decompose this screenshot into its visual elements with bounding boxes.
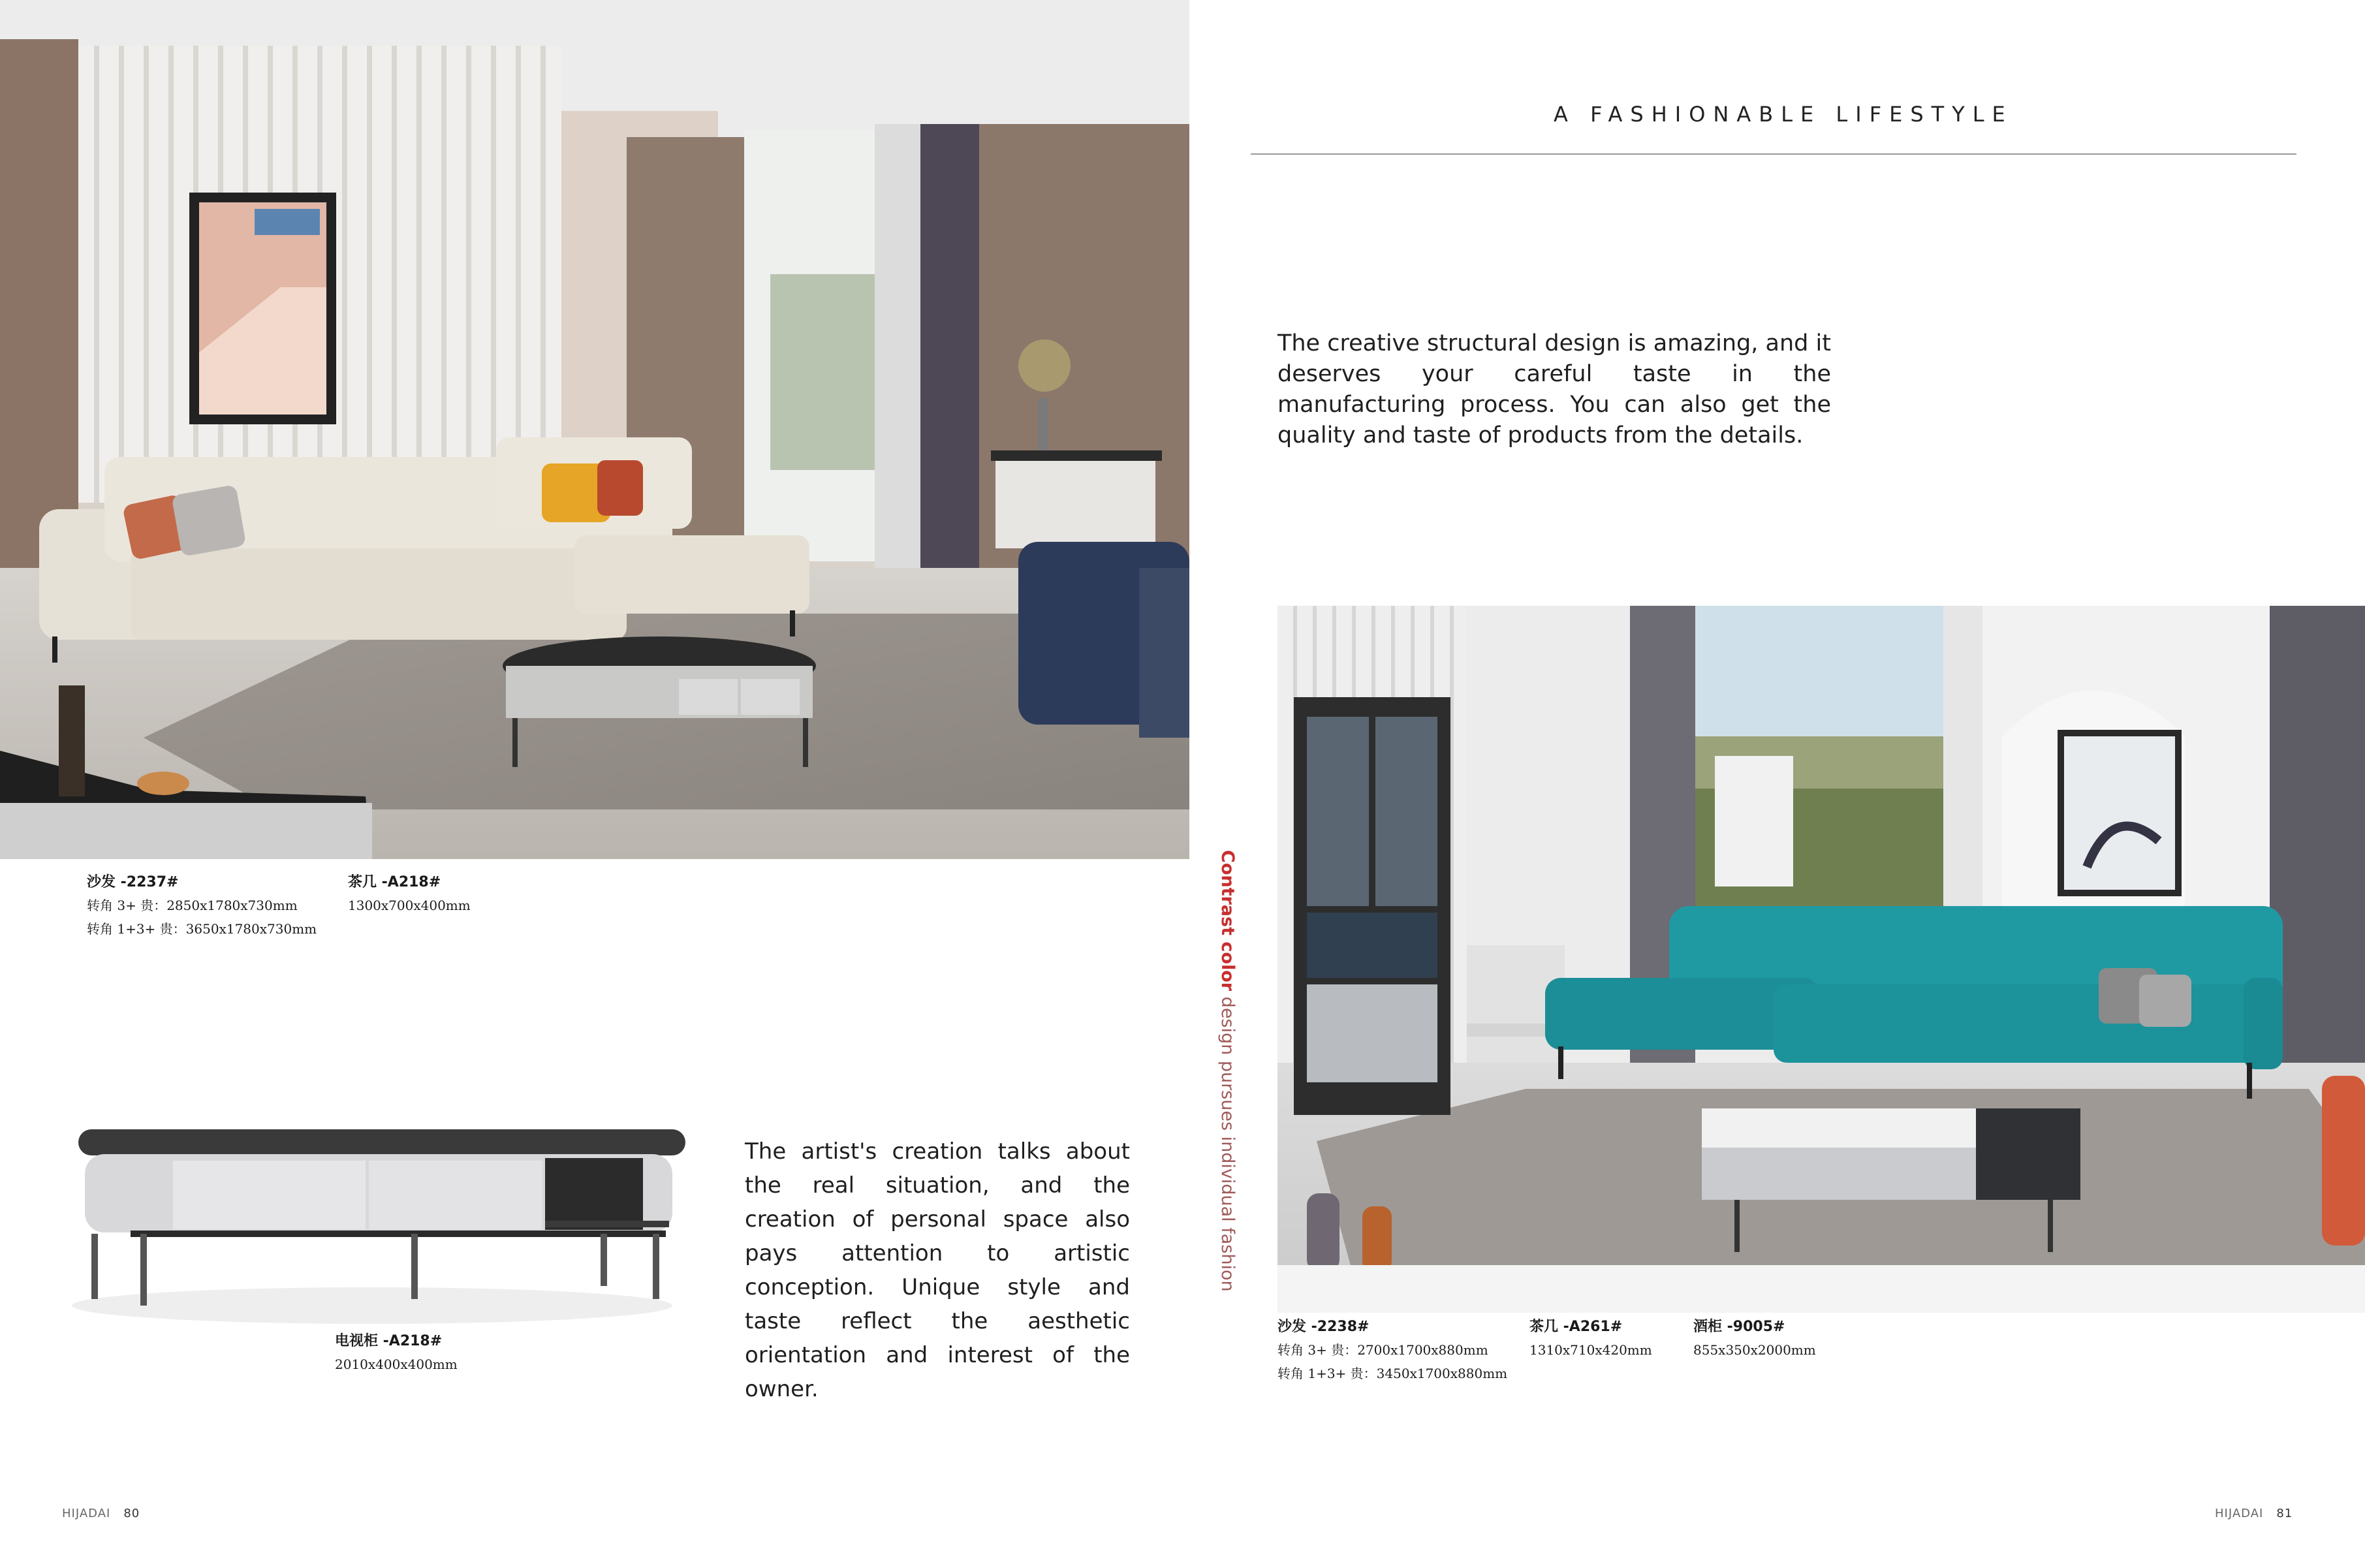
living-room-photo-teal-sofa [1277,606,2365,1313]
footer-brand: HIJADAI [62,1507,111,1520]
spec-table-a261 [1529,1316,1652,1362]
spec-table-a218 [348,871,471,917]
spec-name: 沙发 -2237# [87,874,179,890]
footer-left [62,1507,140,1520]
spec-name: 酒柜 -9005# [1693,1319,1785,1335]
spec-sofa-2238 [1277,1316,1507,1385]
spec-line: 转角 3+ 贵：2850x1780x730mm [87,898,298,913]
vertical-caption-strong: Contrast color [1217,850,1238,992]
spec-line: 转角 1+3+ 贵：3450x1700x880mm [1277,1366,1508,1381]
spec-line: 1310x710x420mm [1529,1342,1652,1358]
spec-line: 855x350x2000mm [1693,1342,1816,1358]
vertical-caption-rest: design pursues individual fashion [1217,991,1238,1292]
header-rule [1251,153,2296,155]
page-number: 81 [2276,1507,2293,1520]
spec-cabinet-9005 [1693,1316,1816,1362]
spec-tv-a218 [335,1330,458,1376]
paragraph-artist-creation: The artist's creation talks about the real situation, and the creation of personal space also pays attention to artistic conception. Unique style and taste reflect the aesthetic orientation and interest of the owner. [745,1138,1130,1402]
spec-sofa-2237 [87,871,317,941]
spec-name: 电视柜 -A218# [335,1333,443,1349]
footer-brand: HIJADAI [2215,1507,2264,1520]
tv-cabinet-photo [65,1110,705,1325]
spec-line: 转角 3+ 贵：2700x1700x880mm [1277,1342,1488,1358]
footer-right [2215,1507,2293,1520]
page-number: 80 [123,1507,140,1520]
spec-line: 1300x700x400mm [348,898,471,913]
page-title: A FASHIONABLE LIFESTYLE [1554,102,2013,127]
living-room-photo-cream-sofa [0,0,1189,859]
spec-line: 2010x400x400mm [335,1356,458,1372]
vertical-caption [1212,850,1238,1292]
spec-name: 茶几 -A261# [1529,1319,1623,1335]
spec-name: 沙发 -2238# [1277,1319,1370,1335]
paragraph-structural-design: The creative structural design is amazing, and it deserves your careful taste in the manufacturing process. You can also get the quality and taste of products from the details. [1277,330,1831,448]
spec-name: 茶几 -A218# [348,874,441,890]
spec-line: 转角 1+3+ 贵：3650x1780x730mm [87,921,317,937]
